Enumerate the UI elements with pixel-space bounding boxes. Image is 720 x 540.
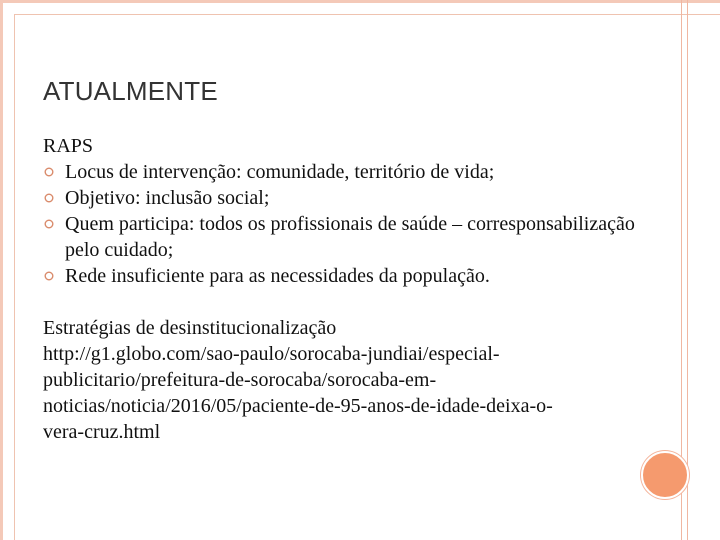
bullet-item bbox=[43, 211, 643, 263]
news-link[interactable] bbox=[43, 341, 643, 445]
bullet-text: Locus de intervenção: comunidade, território de vida; bbox=[65, 161, 495, 183]
spacer bbox=[43, 289, 643, 315]
link-line: http://g1.globo.com/sao-paulo/sorocaba-jundiai/especial- bbox=[43, 343, 500, 365]
circle-bullet-icon bbox=[44, 219, 54, 229]
bullet-text: Objetivo: inclusão social; bbox=[65, 187, 270, 209]
bullet-list bbox=[43, 159, 643, 289]
bullet-item bbox=[43, 263, 643, 289]
right-rule-line bbox=[687, 0, 688, 540]
bullet-text: Quem participa: todos os profissionais de saúde – corresponsabilização pelo cuidado; bbox=[65, 213, 635, 261]
slide-title: ATUALMENTE bbox=[43, 76, 218, 106]
circle-bullet-icon bbox=[44, 193, 54, 203]
circle-bullet-icon bbox=[44, 271, 54, 281]
section-label: RAPS bbox=[43, 135, 94, 157]
bullet-item bbox=[43, 159, 643, 185]
bullet-item bbox=[43, 185, 643, 211]
bullet-text: Rede insuficiente para as necessidades da população. bbox=[65, 265, 490, 287]
link-line: vera-cruz.html bbox=[43, 421, 161, 443]
slide-content bbox=[43, 133, 643, 445]
strategy-label: Estratégias de desinstitucionalização bbox=[43, 317, 337, 339]
circle-bullet-icon bbox=[44, 167, 54, 177]
link-line: noticias/noticia/2016/05/paciente-de-95-anos-de-idade-deixa-o- bbox=[43, 395, 553, 417]
link-line: publicitario/prefeitura-de-sorocaba/sorocaba-em- bbox=[43, 369, 437, 391]
decorative-circle bbox=[641, 451, 689, 499]
